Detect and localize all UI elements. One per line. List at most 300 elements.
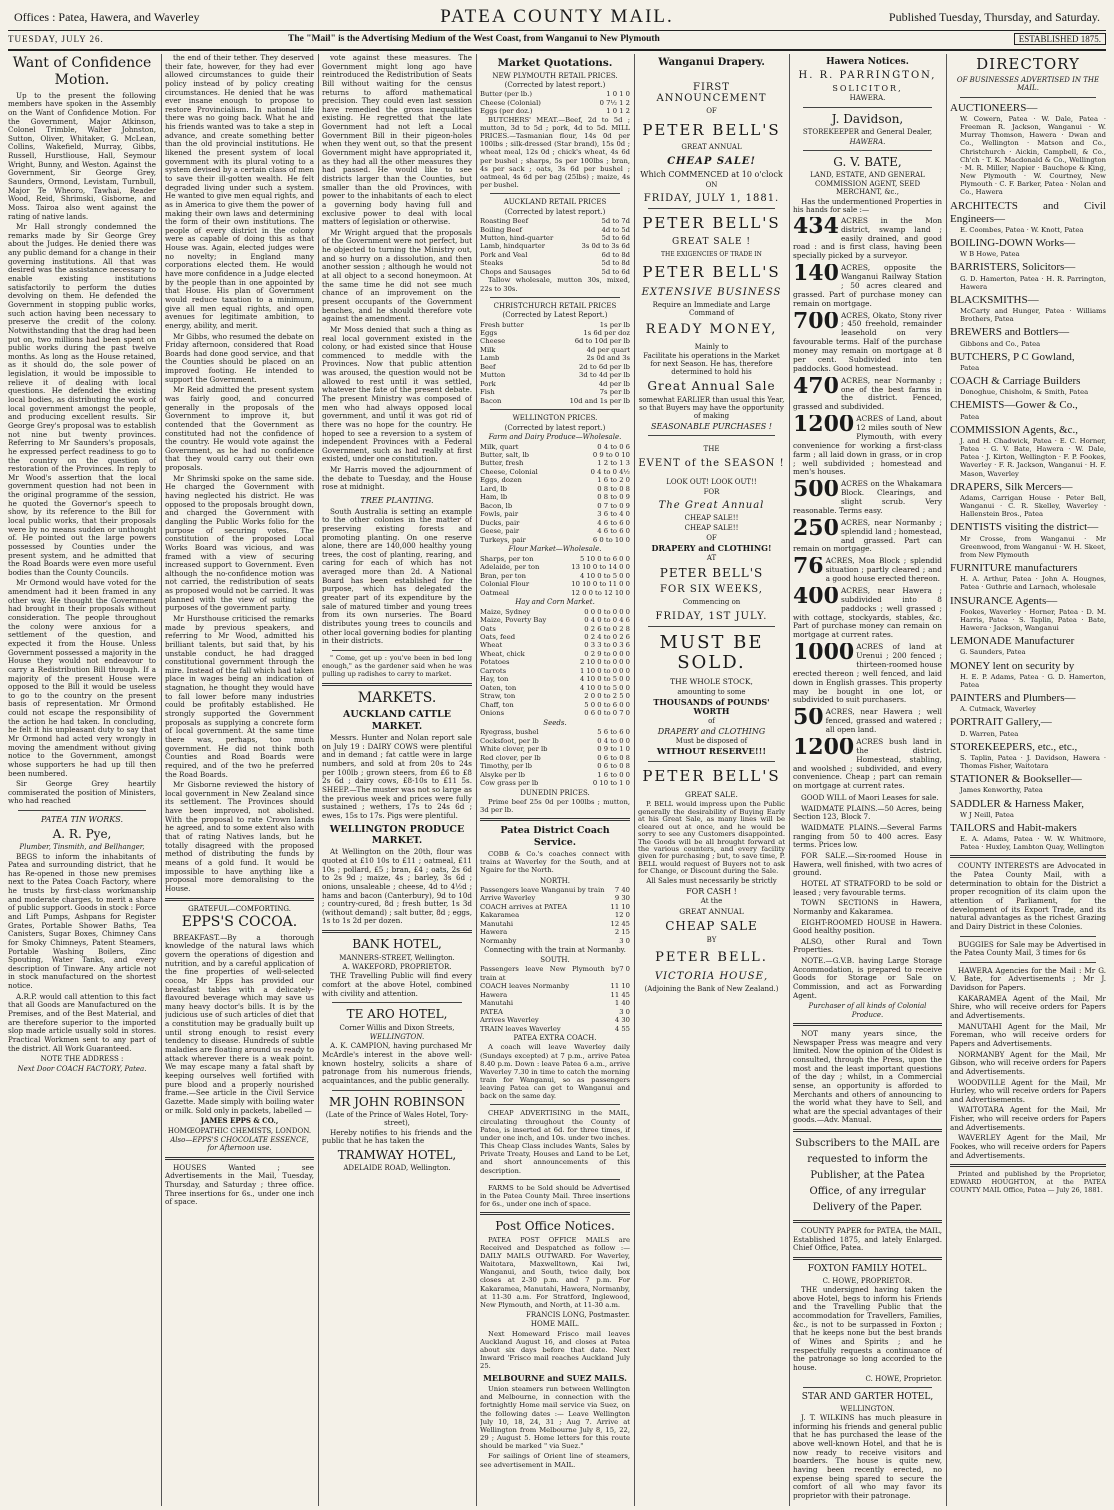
property-acres: 140 xyxy=(793,264,839,287)
row-label: Bacon, lb xyxy=(480,501,513,510)
table-row xyxy=(480,502,630,510)
table-row xyxy=(480,633,630,641)
property-acres: 50 xyxy=(793,708,824,731)
article-paragraph: South Australia is setting an example to the other colonies in the matter of preserving existing forests and promoting planting. On one reserve alone, there are 140,000 healthy young trees, the cost of planting, rearing, and caring for each of which has not averaged more than 2d. A National Board has been established for the purpose, which has delegated the greater part of its expenditure by the sale of matured timber and young trees from its own nurseries. The Board distributes young trees to councils and other local governing bodies for planting in their districts. xyxy=(322,506,472,646)
row-value: 3 6 to 4 0 xyxy=(597,510,630,519)
timetable-title: NORTH. xyxy=(539,876,570,885)
table-row xyxy=(480,234,630,242)
ad-heading: STAR AND GARTER HOTEL, xyxy=(801,1392,934,1402)
row-value: 0 7 to 0 9 xyxy=(597,501,630,510)
table-subtitle: Farm and Dairy Produce—Wholesale. xyxy=(488,433,622,442)
divider xyxy=(648,435,775,436)
row-label: Wheat, chick xyxy=(480,649,525,658)
ad-line: GREAT ANNUAL xyxy=(679,907,744,917)
directory-listing: Mr Crosse, from Wanganui · Mr Greenwood, from Wanganui · W. H. Skeet, from New Plymouth xyxy=(960,534,1106,559)
row-value: 12 45 xyxy=(610,919,630,928)
row-value: 3d to 4d per lb xyxy=(579,371,630,380)
ad-line: THE EXIGENCIES OF TRADE IN xyxy=(661,250,762,258)
ad-line: CHEAP SALE xyxy=(665,919,758,934)
table-row xyxy=(480,894,630,902)
ad-line: Require an Immediate and Large Command of xyxy=(652,300,771,317)
ad-heading: MR JOHN ROBINSON xyxy=(328,1094,466,1109)
row-value: 4 10 0 to 5 0 0 xyxy=(579,571,630,580)
row-value: 11 10 xyxy=(610,982,630,991)
table-row xyxy=(480,928,630,936)
row-value: 0 6 to 0 8 xyxy=(597,762,630,771)
ad-address: ADELAIDE ROAD, Wellington. xyxy=(343,1164,451,1173)
divider xyxy=(490,1179,620,1180)
table-row xyxy=(480,354,630,362)
row-label: Kakaramea xyxy=(480,911,520,920)
article-title: TREE PLANTING. xyxy=(360,496,434,506)
table-title: CHRISTCHURCH RETAIL PRICES xyxy=(493,301,617,310)
row-value: 0 8 to 0 8 xyxy=(597,484,630,493)
property-text: ACRES of land at Urenui ; 200 fenced ; thirteen-roomed house erected thereon ; well fenced, and laid down in English grasses. This property may be bought in one lot, or subdivided to suit purchasers. xyxy=(793,643,942,705)
ad-text: Hereby notifies to his friends and the public that he has taken the xyxy=(322,1127,472,1146)
ad-line: Commencing on xyxy=(682,598,741,607)
row-label: Arrives Waverley xyxy=(480,1016,539,1025)
row-label: Ham, lb xyxy=(480,493,508,502)
ad-name: A. R. Pye, xyxy=(52,826,112,841)
divider xyxy=(648,761,775,762)
divider xyxy=(490,297,620,298)
divider xyxy=(950,1164,1106,1167)
directory-item xyxy=(950,635,1106,656)
row-value: 5d to 6d xyxy=(601,267,630,276)
directory-category: STOREKEEPERS, etc., etc., xyxy=(950,740,1078,753)
section-title: Post Office Notices. xyxy=(495,1219,615,1234)
directory-listing: W B Howe, Patea xyxy=(960,250,1020,259)
ad-text: THE Travelling Public will find every comfort at the above Hotel, combined with civility and attention. xyxy=(322,971,472,998)
table-row xyxy=(480,371,630,379)
ad-name: H. R. PARRINGTON, xyxy=(798,69,937,81)
divider xyxy=(490,1104,620,1105)
directory-item xyxy=(950,375,1106,396)
row-value: 0 9 to 1 0 xyxy=(597,745,630,754)
row-value: 0 8 to 0 9 xyxy=(597,493,630,502)
ad-line: GREAT SALE. xyxy=(685,789,738,799)
ad-line: FOR CASH ! xyxy=(686,886,737,896)
article-paragraph: Tallow wholesale, mutton 30s, mixed, 22s to 30s. xyxy=(480,276,630,293)
section-title: Hawera Notices. xyxy=(826,57,909,67)
ad-line: PETER BELL'S xyxy=(642,120,781,139)
row-label: Butter, fresh xyxy=(480,459,524,468)
ad-text: ALSO, other Rural and Town Properties. xyxy=(793,936,942,955)
table-title: NEW PLYMOUTH RETAIL PRICES. xyxy=(492,71,618,80)
table-row xyxy=(480,1025,630,1033)
table-row xyxy=(480,616,630,624)
row-label: Maize, Sydney xyxy=(480,607,531,616)
row-value: 0 2 6 to 0 2 8 xyxy=(584,624,630,633)
table-row xyxy=(480,468,630,476)
property-acres: 434 xyxy=(793,216,839,239)
ad-text: HOTEL AT STRATFORD to be sold or leased ; very favourable terms. xyxy=(793,878,942,897)
ad-subtitle: HAWERA. xyxy=(849,94,886,103)
ad-subtitle: HAWERA. xyxy=(849,137,886,146)
column-7 xyxy=(950,54,1106,1506)
column-rule xyxy=(476,54,477,1506)
ad-line: THE WHOLE STOCK, xyxy=(670,677,753,687)
row-value: 0 6 to 0 8 xyxy=(597,753,630,762)
row-label: Eggs xyxy=(480,328,498,337)
row-label: COACH leaves Normanby xyxy=(480,982,570,991)
dateline xyxy=(8,33,1106,47)
row-label: Beef xyxy=(480,362,496,371)
ad-line: amounting to some xyxy=(677,687,746,696)
table-row xyxy=(480,754,630,762)
masthead-offices: Offices : Patea, Hawera, and Waverley xyxy=(14,10,200,24)
column-1 xyxy=(8,54,156,1506)
row-value: 4 55 xyxy=(614,1024,630,1033)
row-label: Carrots xyxy=(480,666,507,675)
article-paragraph: At Wellington on the 20th, flour was quoted at £10 10s to £11 ; oatmeal, £11 10s ; pollard, £5 ; bran, £4 ; oats, 2s 6d to 2s 9d ; maize, 4s ; barley, 3s 6d ; onions, unsaleable ; cheese, 4d to 4½d ; hams and bacon (Canterbury), 9d to 10d ; country-cured, 8d ; fresh butter, 1s 3d (without demand) ; salt butter, 8d ; eggs, 1s to 1s 2d per dozen. xyxy=(322,847,472,926)
table-subtitle: Seeds. xyxy=(543,718,567,727)
table-row xyxy=(480,572,630,580)
ad-line: Which COMMENCED at 10 o'clock xyxy=(640,169,783,179)
row-value: 3s 0d to 3s 6d xyxy=(581,242,630,251)
ad-line: OF xyxy=(706,107,717,115)
row-label: Lamb xyxy=(480,354,500,363)
divider xyxy=(480,1212,630,1215)
row-label: Red clover, per lb xyxy=(480,753,541,762)
ad-line: Must be disposed of xyxy=(675,737,748,746)
row-value: 0 2 9 to 0 0 0 xyxy=(584,649,630,658)
row-value: 2d to 6d per lb xyxy=(579,362,630,371)
ad-subtitle: Plumber, Tinsmith, and Bellhanger, xyxy=(19,843,145,852)
ad-line: ON xyxy=(705,180,718,189)
table-row xyxy=(480,510,630,518)
imprint: Printed and published by the Proprietor, EDWARD HOUGHTON, at the PATEA COUNTY MAIL Office, Patea — July 26, 1881. xyxy=(950,1170,1106,1195)
ad-line: (Adjoining the Bank of New Zealand.) xyxy=(644,985,779,994)
directory-category: PAINTERS and Plumbers— xyxy=(950,692,1076,705)
property-item xyxy=(793,217,942,261)
row-value: 5 10 0 to 6 0 0 xyxy=(579,554,630,563)
ad-line: of xyxy=(708,716,715,725)
table-row xyxy=(480,675,630,683)
ad-text: J. T. WILKINS has much pleasure in informing his friends and general public that he has purchased the lease of the above well-known Hotel, and that he is now ready to receive visitors and boarders. The house is quite new, having been recently erected, no expense being spared to secure the comfort of all who may favor its proprietor with their patronage. xyxy=(793,1413,942,1500)
directory-category: CHEMISTS—Gower & Co., xyxy=(950,399,1078,412)
ad-maker: JAMES EPPS & CO., xyxy=(200,1116,279,1126)
ad-subtitle: LAND, ESTATE, AND GENERAL COMMISSION AGENT, SEED MERCHANT, &c., xyxy=(810,171,925,197)
article-title: WELLINGTON PRODUCE MARKET. xyxy=(329,823,465,846)
article-paragraph: Prime beef 25s 0d per 100lbs ; mutton, 3d per lb. xyxy=(480,798,630,815)
property-text: ACRES in the Mon district, swamp land ; easily drained, and good road : and is first class, having been specially picked by a surveyor. xyxy=(793,216,942,261)
table-row xyxy=(480,329,630,337)
ad-line: PETER BELL. xyxy=(655,950,768,966)
article-title: AUCKLAND CATTLE MARKET. xyxy=(343,709,451,732)
row-label: Passengers leave Wanganui by train xyxy=(480,885,605,894)
row-value: 0 9 to 0 10 xyxy=(592,451,630,459)
quote: " Come, get up : you've been in bed long enough," as the gardener said when he was pulling up radishes to carry to market. xyxy=(322,653,472,678)
ad-line: At the xyxy=(700,897,723,906)
row-value: 0 4 to 0 0 xyxy=(597,736,630,745)
directory-listing: Patea xyxy=(960,412,980,421)
directory-category: STATIONER & Bookseller— xyxy=(950,773,1082,786)
article-paragraph: BUTCHERS' MEAT.—Beef, 2d to 5d ; mutton, 3d to 5d ; pork, 4d to 5d. MILL PRICES.—Tasmanian flour, 14s 0d per 100lbs ; silk-dressed (Star brand), 15s 0d ; wheat meal, 12s 0d ; chick's wheat, 4s 6d per bushel ; sharps, 5s per 100lbs ; bran, 4s per sack ; oats, 3s 6d per bushel ; oatmeal, 4s 6d per bag (25lbs) ; maize, 4s per bushel. xyxy=(480,115,630,190)
property-acres: 76 xyxy=(793,557,824,580)
table-row xyxy=(480,242,630,250)
table-subtitle: Flour Market—Wholesale. xyxy=(508,545,602,554)
row-label: Steaks xyxy=(480,259,504,268)
ad-subtitle: SOLICITOR, xyxy=(832,83,903,93)
row-label: Pork and Veal xyxy=(480,250,528,259)
article-title: Want of Confidence Motion. xyxy=(12,55,152,88)
row-value: 2 0 0 to 2 5 0 xyxy=(584,692,630,701)
row-value: 0 7½ 1 2 xyxy=(599,98,630,107)
price-table xyxy=(480,217,630,276)
ad-subtitle: WELLINGTON. xyxy=(369,1033,425,1041)
directory-category: DENTISTS visiting the district— xyxy=(950,521,1099,534)
row-value: 12 0 0 to 12 10 0 xyxy=(571,588,630,597)
table-row xyxy=(480,527,630,535)
row-value: 11 10 xyxy=(610,902,630,911)
table-row xyxy=(480,580,630,588)
row-label: Eggs, dozen xyxy=(480,476,522,485)
divider xyxy=(480,818,630,821)
row-label: Normanby xyxy=(480,936,517,945)
row-label: Cheese, Colonial xyxy=(480,467,538,476)
table-row xyxy=(480,107,630,115)
divider xyxy=(793,1257,942,1260)
article-paragraph: Up to the present the following members have spoken in the Assembly on the Want of Confidence Motion. For the Government, Major Atkinson, Colonel Trimble, Walter Johnston, Sutton, Oliver, Whitaker, G. McLean, Collins, Wakefield, Murray, Gibbs, Russell, Hurstliouse, Hall, Seymour Wright, Bunny, and Weston. Against the Government, Sir George Grey, Saunders, Ormond, Levistam, Turnbull, Major Te Wheoro, Tawhai, Reader Wood, Reid, Shrimski, Gisborne, and Moss. Tairoa also went against the rating of native lands. xyxy=(8,90,156,221)
divider xyxy=(793,1129,942,1132)
directory-listing: Fookes, Waverley · Horner, Patea · D. M. Harris, Patea · S. Taplin, Patea · Bate, Hawera · Jackson, Wanganui xyxy=(960,607,1106,633)
property-item xyxy=(793,519,942,555)
agent-notice: WOODVILLE Agent for the Mail, Mr Hurley, who will receive orders for Papers and Advertisements. xyxy=(950,1077,1106,1104)
row-label: Arrive Waverley xyxy=(480,894,536,903)
directory-list xyxy=(950,102,1106,852)
table-row xyxy=(480,443,630,451)
row-value: 6 0 to 10 0 xyxy=(592,535,630,544)
agent-notice: WAVERLEY Agent for the Mail, Mr Fookes, who will receive orders for Papers and Advertisements. xyxy=(950,1133,1106,1160)
row-label: Cow grass per lb xyxy=(480,779,539,788)
table-row xyxy=(480,1016,630,1024)
directory-category: LEMONADE Manufacturer xyxy=(950,635,1075,648)
row-label: Roasting Beef xyxy=(480,217,529,226)
table-subtitle: (Corrected by latest report.) xyxy=(504,423,606,432)
table-row xyxy=(480,259,630,267)
directory-category: COACH & Carriage Builders xyxy=(950,375,1081,388)
property-text: ACRES, opposite the Wanganui Railway Station ; 50 acres cleared and grassed. Part of purchase money can remain on mortgage. xyxy=(793,264,942,308)
ad-line: CHEAP SALE! xyxy=(667,155,756,167)
directory-category: BREWERS and Bottlers— xyxy=(950,326,1070,339)
table-subtitle: Hay and Corn Market. xyxy=(515,598,595,607)
article-paragraph: Mr Shrimski spoke on the same side. He charged the Government with having neglected his district. He was opposed to the proposals brought down, and charged the Government with dangling the Public Works folio for the purpose of securing votes. The constitution of the proposed Local Works Board was vicious, and was framed with a view of securing increased support to Government. Even although the no-confidence motion was not carried, the redistribution of seats as proposed would not be carried. It was planned with the view of suiting the purposes of the government party. xyxy=(165,473,314,613)
article-paragraph: Union steamers run between Wellington and Melbourne, in connection with the fortnightly Home mail service via Suez, on the following dates :— Leave Wellington July 10, 18, 24, 31 ; Aug 7. Arrive at Wellington from Melbourne July 8, 15, 22, 29 ; August 5. Home letters for this route should be marked " via Suez." xyxy=(480,1385,630,1451)
ad-proprietor: C. HOWE, PROPRIETOR. xyxy=(822,1276,913,1285)
property-acres: 1000 xyxy=(793,643,855,666)
property-item xyxy=(793,643,942,705)
row-label: Oats xyxy=(480,624,496,633)
column-6 xyxy=(793,54,942,1506)
ad-line: EXTENSIVE BUSINESS xyxy=(641,286,782,298)
ad-subtitle: WELLINGTON. xyxy=(840,1404,895,1413)
article-paragraph: Mr Hall strongly condemned the remarks made by Sir George Grey about the Judges. He denied there was any public demand for a change in their governing institutions. All that was desired was the assistance necessary to enable existing institutions satisfactorily to perform the duties devolving on them. He defended the Government in stopping public works, such action having been necessary to preserve the credit of the colony. Notwithstanding that the drag had been put on, two millions had been spent on public works during the past twelve months. As long as the House retained, as it should do, the sole power of legislation, it would be impossible to relieve it of dealing with local questions. He defended the existing local bodies, as distributing the work of local government amongst the people, and producing excellent results. Sir George Grey's proposal was to establish not nine but twenty provinces. Referring to Mr Saunders's proposals, he expressed perfect readiness to go to the country on the question of restoration of the Provinces. In reply to Mr Wood's assertion that the local government question had not been in the original programme of the session, he quoted the Governor's speech to show, by its reference to the Bill for local public works, that their proposals were by no means sudden or unthought of. He pointed out the large powers possessed by Counties under the present system, and he admitted that the Road Boards were even more useful bodies than the County Councils. xyxy=(8,222,156,577)
row-label: Mutton, hind-quarter xyxy=(480,233,554,242)
row-value: 2s 0d and 3s xyxy=(586,354,630,363)
ad-line: SEASONABLE PURCHASES ! xyxy=(651,421,772,431)
row-value: 1 6 to 2 0 xyxy=(597,476,630,485)
table-row xyxy=(480,217,630,225)
table-row xyxy=(480,1008,630,1016)
table-row xyxy=(480,268,630,276)
row-label: Turkeys, pair xyxy=(480,535,526,544)
article-paragraph: Next Homeward Frisco mail leaves Auckland August 16, and closes at Patea about six days before that date. Next Inward 'Frisco mail reaches Auckland July 25. xyxy=(480,1329,630,1371)
table-subtitle: (Corrected by latest report.) xyxy=(504,207,606,216)
issue-date: TUESDAY, JULY 26. xyxy=(8,34,104,44)
price-table xyxy=(480,443,630,545)
table-row xyxy=(480,667,630,675)
row-value: 5d to 7d xyxy=(601,217,630,226)
signature: C. HOWE, Proprietor. xyxy=(865,1374,942,1383)
column-rule xyxy=(318,54,319,1506)
ad-text: P. BELL would impress upon the Public generally the desirability of Buying Early at his Great Sale, as many lines will be cleared out at once, and he would be sorry to see any Customers disappointed. The Goods will be all brought forward at the various counters, and every facility given for purchasing ; but, to save time, P. BELL would request of Buyers not to ask for Change, or Discount during the Sale. xyxy=(638,800,785,876)
row-label: Oaten, ton xyxy=(480,683,517,692)
table-row xyxy=(480,999,630,1007)
row-label: Boiling Beef xyxy=(480,225,523,234)
property-acres: 400 xyxy=(793,586,839,609)
row-value: 7 0 xyxy=(619,965,630,974)
table-title: MELBOURNE and SUEZ MAILS. xyxy=(483,1372,627,1383)
row-value: 4d per quart xyxy=(586,345,630,354)
ad-line: CHEAP SALE!! xyxy=(684,524,739,533)
ad-text: EIGHT-ROOMED HOUSE in Hawera. Good healthy position. xyxy=(793,917,942,936)
signature: FRANCIS LONG, Postmaster. xyxy=(526,1311,630,1319)
ad-line: MUST BE SOLD. xyxy=(659,631,764,673)
row-value: 5 0 0 to 6 0 0 xyxy=(584,700,630,709)
table-row xyxy=(480,937,630,945)
property-text: ACRES, near Hawera ; subdivided into 8 paddocks ; well grassed ; with cottage, stockyards, stables, &c. Part of purchase money can remain on mortgage at current rates. xyxy=(793,586,942,640)
row-value: 0 0 0 to 0 0 0 xyxy=(584,607,630,616)
property-list xyxy=(793,217,942,791)
directory-category: ARCHITECTS and Civil Engineers— xyxy=(950,199,1106,225)
ad-line: DRAPERY and CLOTHING xyxy=(657,726,766,736)
row-label: Lard, lb xyxy=(480,484,508,493)
directory-listing: H. A. Arthur, Patea · John A. Hougnes, Patea · Guthrie and Larnach, wholesale xyxy=(960,575,1106,592)
row-label: Fish xyxy=(480,388,495,397)
ad-heading: TE ARO HOTEL, xyxy=(346,1007,448,1022)
ad-line: PETER BELL'S xyxy=(642,263,781,282)
property-acres: 470 xyxy=(793,376,839,399)
ad-text: Also—EPPS'S CHOCOLATE ESSENCE, for Afternoon use. xyxy=(170,1135,309,1153)
row-value: 4 6 to 6 0 xyxy=(597,518,630,527)
row-value: 1 2 to 1 3 xyxy=(597,459,630,468)
ad-line: THOUSANDS of POUNDS' WORTH xyxy=(653,697,770,717)
row-value: 5d to 8d xyxy=(601,259,630,268)
row-label: Cheese xyxy=(480,337,506,346)
ad-line: FOR xyxy=(703,487,720,496)
divider xyxy=(165,1157,314,1160)
masthead-title: PATEA COUNTY MAIL. xyxy=(440,6,674,27)
ad-line: FIRST ANNOUNCEMENT xyxy=(656,82,767,104)
directory-listing: G. D. Hamerton, Patea · H. R. Parrington, Hawera xyxy=(960,274,1106,291)
directory-item xyxy=(950,595,1106,633)
table-row xyxy=(480,658,630,666)
property-text: ACRES, near Normanby ; one of the best farms in the district. Fenced, grassed and subdivided. xyxy=(793,376,942,412)
table-row xyxy=(480,226,630,234)
row-label: Chaff, ton xyxy=(480,700,514,709)
column-2 xyxy=(165,54,314,1506)
notice: Subscribers to the MAIL are requested to inform the Publisher, at the Patea Office, of any irregular Delivery of the Paper. xyxy=(795,1138,940,1214)
ad-line: LOOK OUT! LOOK OUT!! xyxy=(666,478,757,486)
ad-text: Has the undermentioned Properties in his hands for sale :— xyxy=(793,196,942,215)
directory-item xyxy=(950,481,1106,519)
article-paragraph: Mr Harris moved the adjournment of the debate to Tuesday, and the House rose at midnight. xyxy=(322,465,472,492)
table-row xyxy=(480,519,630,527)
ad-subtitle: MANNERS-STREET, Wellington. xyxy=(339,953,455,962)
directory-item xyxy=(950,773,1106,794)
divider xyxy=(322,930,472,933)
row-value: 1 40 xyxy=(614,999,630,1008)
article-paragraph: Mr Reid admitted the present system was fairly good, and concurred generally in the proposals of the Government to improve it, but contended that the Government as constituted had not the confidence of the country. He would vote against the Government, as he had no confidence that they would carry out their own proposals. xyxy=(165,385,314,473)
row-value: 0 4 0 to 0 4 6 xyxy=(584,616,630,625)
row-value: 0 4 to 0 4½ xyxy=(590,467,630,476)
price-table xyxy=(480,728,630,787)
column-rule xyxy=(946,54,947,1506)
row-value: 1s per lb xyxy=(599,320,630,329)
table-row xyxy=(480,589,630,597)
ad-line: THE xyxy=(703,445,720,454)
row-value: 13 10 0 to 14 0 0 xyxy=(571,563,630,572)
ad-line: FRIDAY, 1ST JULY. xyxy=(655,610,768,622)
property-acres: 250 xyxy=(793,518,839,541)
directory-category: TAILORS and Habit-makers xyxy=(950,821,1077,834)
price-table xyxy=(480,90,630,115)
directory-category: PORTRAIT Gallery,— xyxy=(950,716,1052,729)
table-row xyxy=(480,701,630,709)
article-paragraph: Mr Moss denied that such a thing as real local government existed in the colony, or had existed since that House commenced to meddle with the Provinces. Now that public attention was aroused, the question would not be allowed to rest until it was settled, whatever the fate of the present debate. The present Ministry was composed of men who had always opposed local government, and until it was got rid of there was no hope for the country. He hoped to see a reversion to a system of independent Provinces with a Federal Government, such as had really at first existed, under one constitution. xyxy=(322,324,472,464)
ad-text: HOUSES Wanted ; see Advertisements in the Mail, Tuesday, Thursday, and Saturday ; three office. Three insertions for 6s., under one inch of space. xyxy=(165,1162,314,1207)
row-label: Oats, feed xyxy=(480,632,516,641)
divider xyxy=(490,193,620,194)
property-item xyxy=(793,480,942,516)
directory-title: DIRECTORY xyxy=(976,55,1080,73)
row-value: 5 6 to 6 0 xyxy=(597,728,630,737)
directory-item xyxy=(950,692,1106,713)
row-label: Onions xyxy=(480,709,505,718)
directory-listing: Patea xyxy=(960,363,980,372)
row-value: 3 0 xyxy=(619,936,630,945)
row-label: Geese, pair xyxy=(480,527,520,536)
table-title: HOME MAIL. xyxy=(530,1320,580,1329)
table-row xyxy=(480,920,630,928)
row-value: 0 6 0 to 0 7 0 xyxy=(584,709,630,718)
agent-notice: WAITOTARA Agent for the Mail, Mr Fisher, who will receive orders for Papers and Advertisements. xyxy=(950,1105,1106,1132)
directory-listing: McCarty and Hunger, Patea · Williams Brothers, Patea xyxy=(960,307,1106,324)
row-value: 4 30 xyxy=(614,1016,630,1025)
property-item xyxy=(793,557,942,584)
row-label: Bacon xyxy=(480,396,502,405)
agent-notice: HAWERA Agencies for the Mail : Mr G. V. Bate, for Advertisements ; Mr J. Davidson for Papers. xyxy=(950,965,1106,993)
article-paragraph: NOT many years since, the Newspaper Press was meagre and very limited. Now the opinion of the Oldest is consulted, through the Press, upon the most and the least important questions of the day ; whilst, in a Commercial sense, an opportunity is afforded to Merchants and others of announcing to the world what they have to Sell, and what are the special advantages of their goods.—Adv. Manual. xyxy=(793,1029,942,1125)
row-value: 0 4 to 0 6 xyxy=(597,442,630,451)
divider xyxy=(332,650,462,651)
row-value: 5d to 6d xyxy=(601,233,630,242)
table-row xyxy=(480,451,630,459)
table-row xyxy=(480,476,630,484)
row-label: TRAIN leaves Waverley xyxy=(480,1024,561,1033)
row-value: 1 6 to 0 0 xyxy=(597,770,630,779)
ad-maker: HOMŒOPATHIC CHEMISTS, LONDON. xyxy=(167,1126,312,1135)
table-title: DUNEDIN PRICES. xyxy=(520,788,590,797)
table-subtitle: (Corrected by Latest Report.) xyxy=(502,311,608,320)
property-item xyxy=(793,264,942,308)
property-text: ACRES of Land, about 12 miles south of New Plymouth, with every convenience for working a first-class farm ; all laid down in grass, or in crop ; well subdivided ; homestead and men's houses. xyxy=(793,415,942,477)
ad-text: COBB & Co.'s coaches connect with trains at Waverley for the South, and at Ngaire for the North. xyxy=(480,850,630,875)
property-item xyxy=(793,738,942,791)
row-label: Ducks, pair xyxy=(480,518,520,527)
column-3 xyxy=(322,54,472,1506)
